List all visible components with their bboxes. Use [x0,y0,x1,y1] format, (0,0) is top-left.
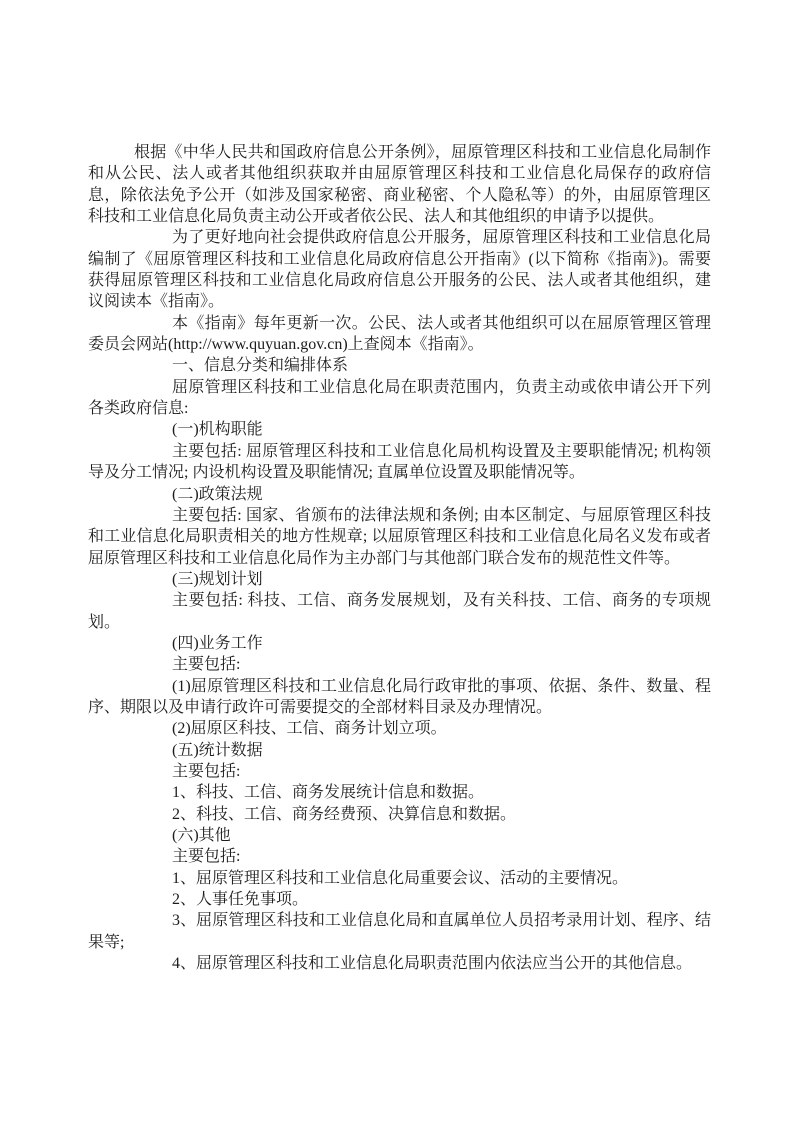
subheading-other: (六)其他 [172,827,231,844]
subheading-org-functions: (一)机构职能 [172,421,263,439]
item-other-2: 2、人事任免事项。 [172,891,309,909]
para-org-functions: 主要包括: 屈原管理区科技和工业信息化局机构设置及主要职能情况; 机构领导及分工情况; 内设机构设置及职能情况; 直属单位设置及职能情况等。 [88,442,711,482]
subheading-plans: (三)规划计划 [172,570,263,588]
item-business-2: (2)屈原区科技、工信、商务计划立项。 [172,720,447,738]
para-plans: 主要包括: 科技、工信、商务发展规划，及有关科技、工信、商务的专项规划。 [88,592,711,631]
para-guide-purpose: 为了更好地向社会提供政府信息公开服务，屈原管理区科技和工业信息化局编制了《屈原管理区科技和工业信息化局政府信息公开指南》(以下简称《指南》)。需要获得屈原管理区科技和工业信息化局政府信息公开服务的公民、法人或者其他组织，建议阅读本《指南》。 [88,229,711,311]
item-other-1: 1、屈原管理区科技和工业信息化局重要会议、活动的主要情况。 [172,869,629,887]
para-includes-label-3: 主要包括: [172,848,241,866]
item-other-4: 4、屈原管理区科技和工业信息化局职责范围内依法应当公开的其他信息。 [172,955,693,973]
para-includes-label-2: 主要包括: [172,762,241,780]
subheading-statistics: (五)统计数据 [172,741,263,759]
para-guide-update: 本《指南》每年更新一次。公民、法人或者其他组织可以在屈原管理区管理委员会网站(http://www.quyuan.gov.cn)上查阅本《指南》。 [88,314,711,354]
document-body [88,142,711,974]
item-other-3: 3、屈原管理区科技和工业信息化局和直属单位人员招考录用计划、程序、结果等; [88,912,711,951]
item-business-1: (1)屈原管理区科技和工业信息化局行政审批的事项、依据、条件、数量、程序、期限以及申请行政许可需要提交的全部材料目录及办理情况。 [88,677,711,716]
para-policies: 主要包括: 国家、省颁布的法律法规和条例; 由本区制定、与屈原管理区科技和工业信息化局职责相关的地方性规章; 以屈原管理区科技和工业信息化局名义发布或者屈原管理区科技和工业信息化局作为主办部门与其他部门联合发布的规范性文件等。 [88,506,711,567]
para-legal-basis: 根据《中华人民共和国政府信息公开条例》，屈原管理区科技和工业信息化局制作和从公民、法人或者其他组织获取并由屈原管理区科技和工业信息化局保存的政府信息，除依法免予公开（如涉及国家秘密、商业秘密、个人隐私等）的外，由屈原管理区科技和工业信息化局负责主动公开或者依公民、法人和其他组织的申请予以提供。 [88,144,711,226]
item-statistics-1: 1、科技、工信、商务发展统计信息和数据。 [172,784,485,802]
item-statistics-2: 2、科技、工信、商务经费预、决算信息和数据。 [172,805,517,823]
para-scope-intro: 屈原管理区科技和工业信息化局在职责范围内，负责主动或依申请公开下列各类政府信息: [88,378,711,418]
para-includes-label-1: 主要包括: [172,656,241,674]
subheading-business: (四)业务工作 [172,634,263,652]
subheading-policies: (二)政策法规 [172,485,263,503]
heading-section-one: 一、信息分类和编排体系 [172,357,349,375]
